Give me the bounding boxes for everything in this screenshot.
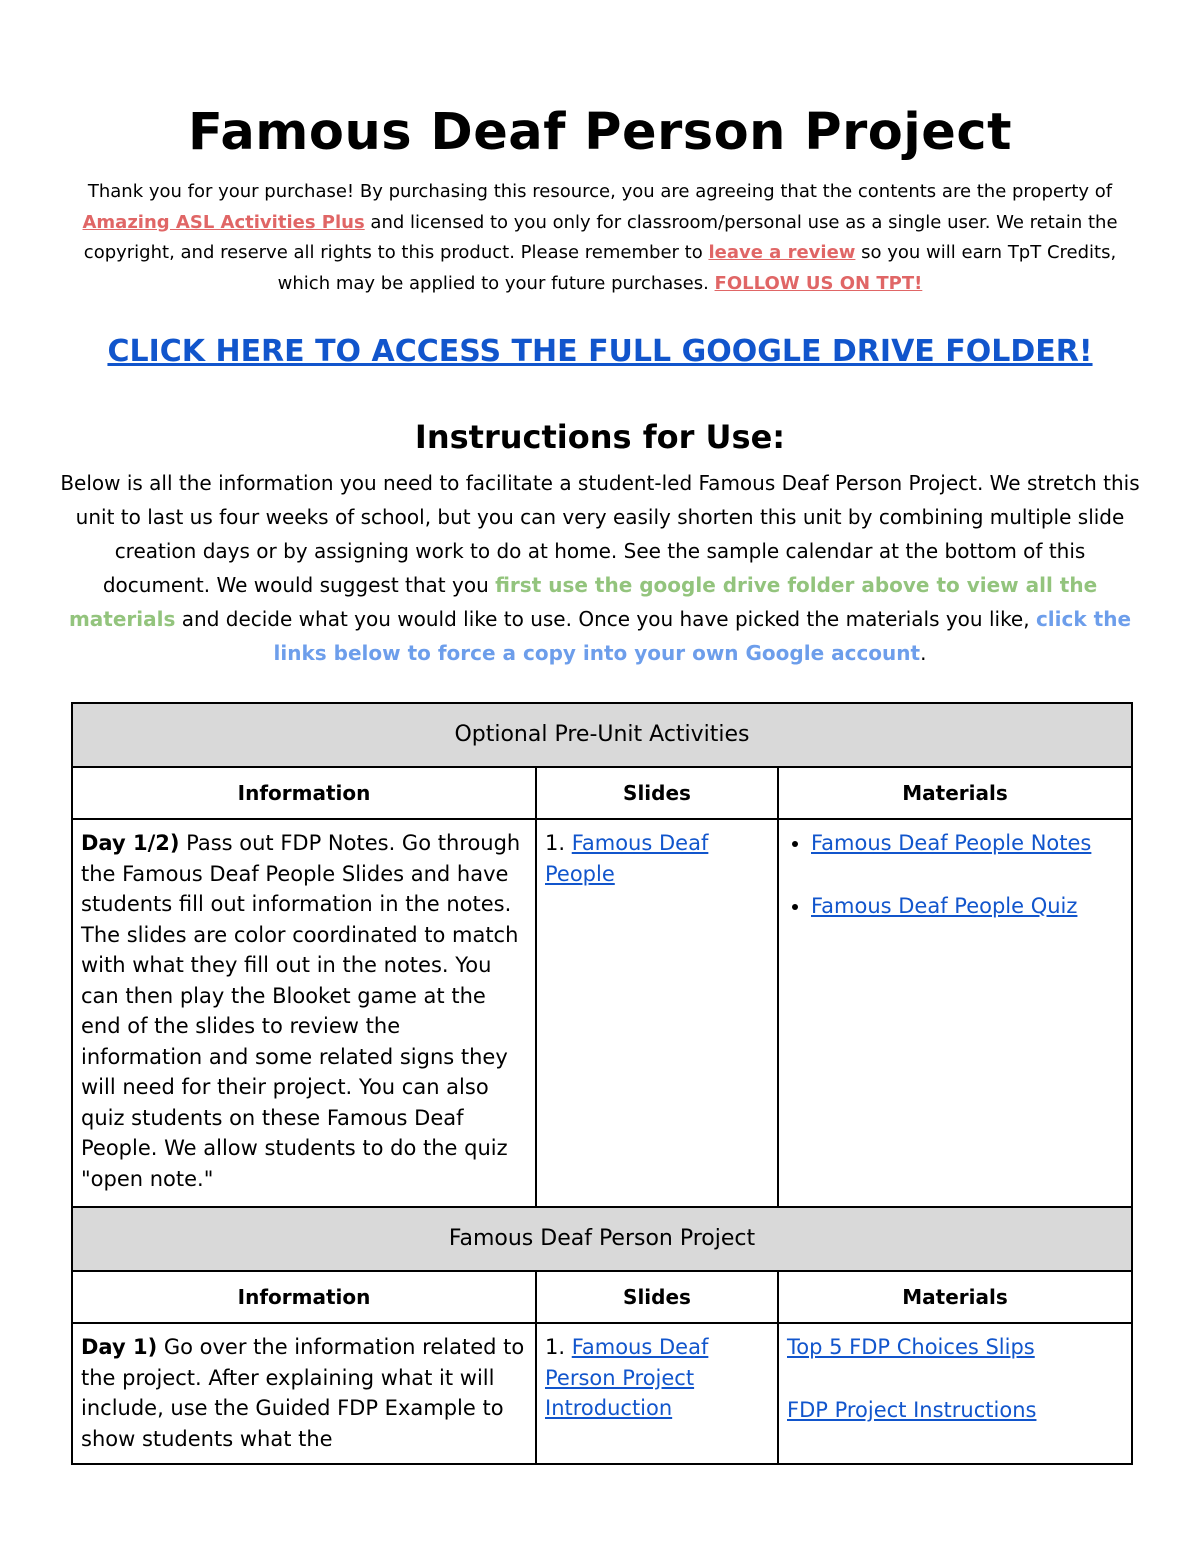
column-header-slides: Slides (536, 1271, 778, 1323)
follow-link[interactable]: FOLLOW US ON TPT! (714, 272, 923, 294)
slides-cell (536, 1323, 778, 1464)
slides-cell (536, 819, 778, 1207)
materials-cell (778, 1323, 1132, 1464)
day-description: Go over the information related to the project. After explaining what it will include, use the Guided FDP Example to show students what the (81, 1335, 525, 1451)
notice-text-2: and licensed to you only for classroom/personal use as a single user. We retain the copyright, and reserve all rights to this product. Please remember to (83, 211, 1118, 263)
day-label: Day 1/2) (81, 831, 180, 855)
materials-link-project-instructions[interactable]: FDP Project Instructions (787, 1397, 1037, 1422)
list-item (787, 1395, 1123, 1426)
review-link[interactable]: leave a review (708, 242, 856, 263)
column-header-materials: Materials (778, 1271, 1132, 1323)
information-cell (72, 819, 536, 1207)
column-header-information: Information (72, 767, 536, 819)
materials-link-quiz[interactable]: Famous Deaf People Quiz (811, 893, 1078, 918)
column-header-materials: Materials (778, 767, 1132, 819)
slide-number: 1. (545, 1335, 566, 1359)
notice-text-3: so you will earn TpT Credits, which may be applied to your future purchases. (277, 242, 1117, 294)
list-item (787, 1332, 1123, 1363)
information-cell (72, 1323, 536, 1464)
store-link[interactable]: Amazing ASL Activities Plus (82, 211, 365, 233)
list-item (811, 891, 1123, 922)
column-header-information: Information (72, 1271, 536, 1323)
day-label: Day 1) (81, 1335, 158, 1359)
column-header-slides: Slides (536, 767, 778, 819)
instructions-text-2: and decide what you would like to use. Once you have picked the materials you like, (175, 607, 1036, 631)
slides-link-famous-deaf-people[interactable]: Famous Deaf People (545, 831, 709, 886)
instructions-highlight-green: first use the google drive folder above to view all the materials (68, 573, 1098, 631)
materials-link-choices-slips[interactable]: Top 5 FDP Choices Slips (787, 1335, 1035, 1359)
day-description: Pass out FDP Notes. Go through the Famous Deaf People Slides and have students fill out information in the notes. The slides are color coordinated to match with what they fill out in the notes. You can then play the Blooket game at the end of the slides to review the information and some related signs they will need for their project. You can also quiz students on these Famous Deaf People. We allow students to do the quiz "open note." (81, 831, 521, 1191)
page-title: Famous Deaf Person Project (188, 103, 1012, 162)
lesson-plan-table (71, 702, 1133, 1465)
materials-list (787, 828, 1123, 921)
materials-cell (778, 819, 1132, 1207)
instructions-text-3: . (920, 641, 927, 665)
notice-text-1: Thank you for your purchase! By purchasing this resource, you are agreeing that the contents are the property of (87, 181, 1113, 202)
instructions-text (60, 466, 1140, 670)
slide-number: 1. (545, 831, 566, 855)
list-item (811, 828, 1123, 859)
purchase-notice (70, 177, 1130, 299)
materials-link-notes[interactable]: Famous Deaf People Notes (811, 831, 1092, 855)
section-title-project: Famous Deaf Person Project (72, 1207, 1132, 1271)
section-title-pre-unit: Optional Pre-Unit Activities (72, 703, 1132, 767)
instructions-text-1: Below is all the information you need to facilitate a student-led Famous Deaf Person Project. We stretch this unit to last us four weeks of school, but you can very easily shorten this unit by combining multiple slide creation days or by assigning work to do at home. See the sample calendar at the bottom of this document. We would suggest that you (60, 471, 1140, 597)
instructions-heading: Instructions for Use: (414, 418, 786, 456)
google-drive-folder-link[interactable]: CLICK HERE TO ACCESS THE FULL GOOGLE DRIVE FOLDER! (107, 334, 1093, 369)
slides-link-project-introduction[interactable]: Famous Deaf Person Project Introduction (545, 1335, 709, 1420)
instructions-highlight-blue: click the links below to force a copy into your own Google account (273, 607, 1132, 665)
